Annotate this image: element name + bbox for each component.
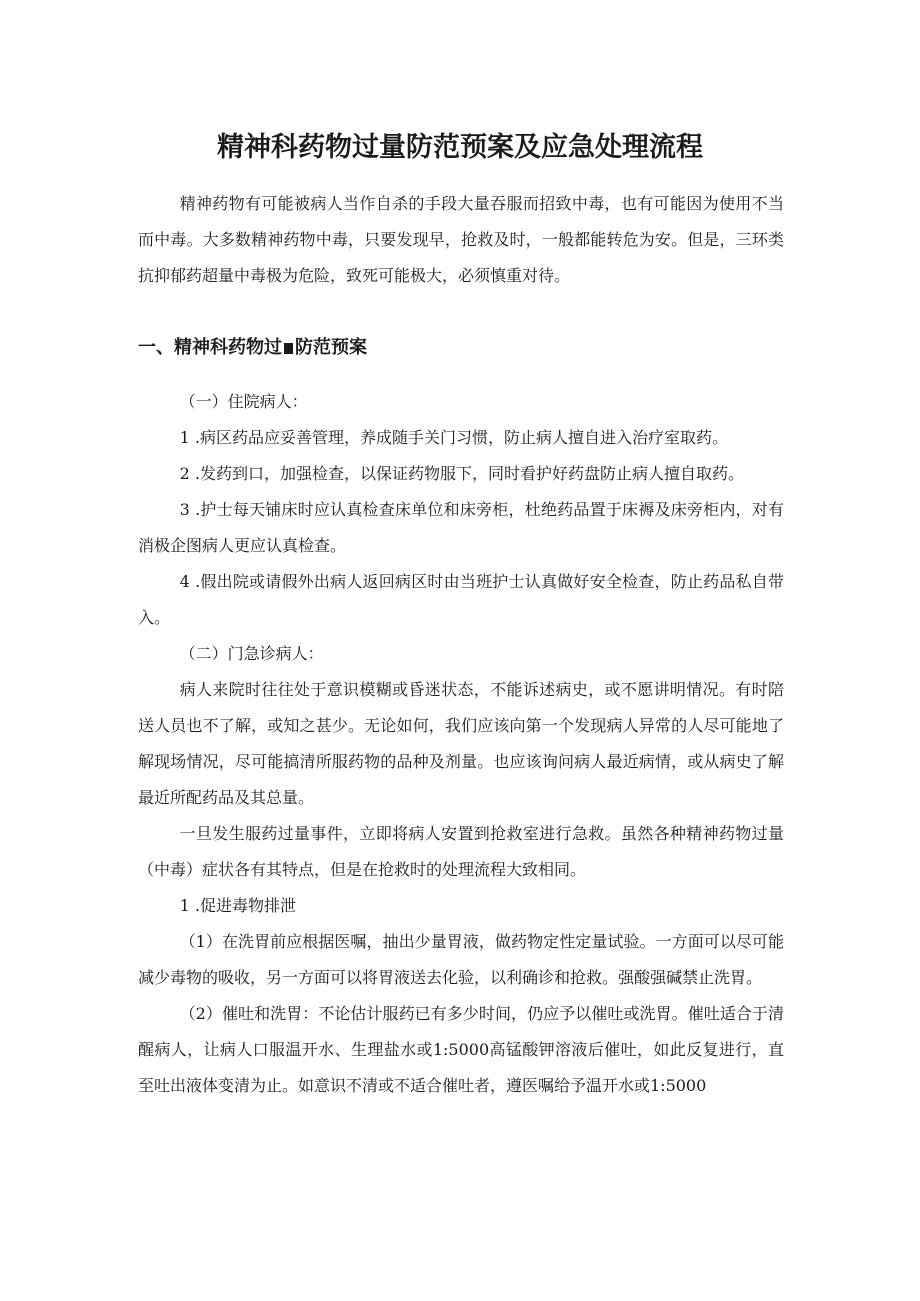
heading-glyph-mark <box>284 343 293 354</box>
step-1-paragraph-a: （1）在洗胃前应根据医嘱，抽出少量胃液，做药物定性定量试验。一方面可以尽可能减少毒物的吸收，另一方面可以将胃液送去化验，以利确诊和抢救。强酸强碱禁止洗胃。 <box>138 932 784 987</box>
list-item: 4 .假出院或请假外出病人返回病区时由当班护士认真做好安全检查，防止药品私自带入。 <box>138 572 784 627</box>
step-label-1: 1 .促进毒物排泄 <box>179 896 296 915</box>
outpatient-paragraph-1: 病人来院时往往处于意识模糊或昏迷状态，不能诉述病史，或不愿讲明情况。有时陪送人员也不了解，或知之甚少。无论如何，我们应该向第一个发现病人异常的人尽可能地了解现场情况，尽可能搞清所服药物的品种及剂量。也应该询问病人最近病情，或从病史了解最近所配药品及其总量。 <box>138 680 784 807</box>
document-title: 精神科药物过量防范预案及应急处理流程 <box>217 132 703 163</box>
step-1-paragraph-b: （2）催吐和洗胃：不论估计服药已有多少时间，仍应予以催吐或洗胃。催吐适合于清醒病人，让病人口服温开水、生理盐水或1:5000高锰酸钾溶液后催吐，如此反复进行，直至吐出液体变清为止。如意识不清或不适合催吐者，遵医嘱给予温开水或1:5000 <box>138 1004 784 1095</box>
document-body <box>138 186 784 1104</box>
section-heading-1 <box>138 330 784 384</box>
list-item: 1 .病区药品应妥善管理，养成随手关门习惯，防止病人擅自进入治疗室取药。 <box>179 428 728 447</box>
outpatient-paragraph-2: 一旦发生服药过量事件，立即将病人安置到抢救室进行急救。虽然各种精神药物过量（中毒）症状各有其特点，但是在抢救时的处理流程大致相同。 <box>138 824 784 879</box>
section-heading-1-post: 防范预案 <box>295 337 367 358</box>
section-heading-1-pre: 一、精神科药物过 <box>138 337 282 358</box>
intro-paragraph: 精神药物有可能被病人当作自杀的手段大量吞服而招致中毒，也有可能因为使用不当而中毒。大多数精神药物中毒，只要发现早，抢救及时，一般都能转危为安。但是，三环类抗抑郁药超量中毒极为危险，致死可能极大，必须慎重对待。 <box>138 194 784 285</box>
list-item: 3 .护士每天铺床时应认真检查床单位和床旁柜，杜绝药品置于床褥及床旁柜内，对有消极企图病人更应认真检查。 <box>138 500 784 555</box>
list-item: 2 .发药到口，加强检查，以保证药物服下，同时看护好药盘防止病人擅自取药。 <box>179 464 744 483</box>
spacer <box>138 294 784 330</box>
subsection-label-inpatient: （一）住院病人： <box>179 392 308 411</box>
subsection-label-outpatient: （二）门急诊病人： <box>179 644 324 663</box>
